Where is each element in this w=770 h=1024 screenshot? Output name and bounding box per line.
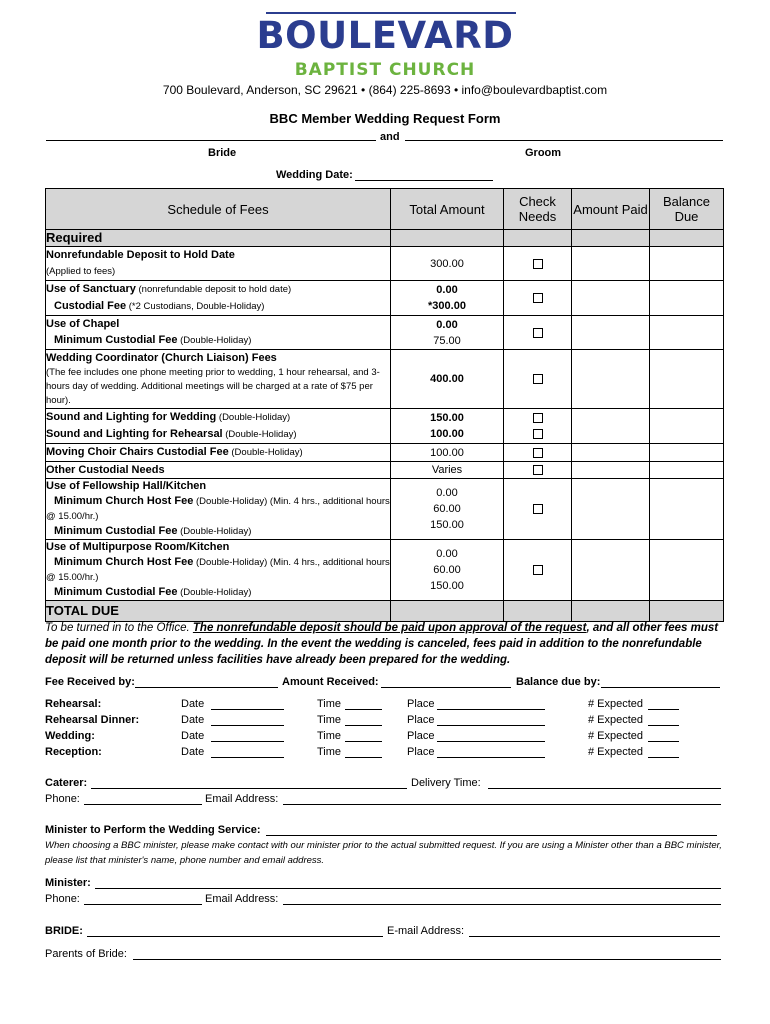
sanctuary-amount: 0.00 xyxy=(436,284,458,296)
choir-balance[interactable] xyxy=(650,444,724,462)
event-place-field[interactable] xyxy=(437,709,545,710)
deposit-sub: (Applied to fees) xyxy=(46,266,116,277)
event-place-label: Place xyxy=(407,746,435,758)
fees-table xyxy=(45,188,724,622)
header-paid: Amount Paid xyxy=(572,189,650,230)
header-schedule: Schedule of Fees xyxy=(46,189,391,230)
chapel-paid[interactable] xyxy=(572,316,650,350)
choir-sub: (Double-Holiday) xyxy=(228,447,303,458)
table-row xyxy=(46,409,724,444)
event-label: Wedding: xyxy=(45,730,95,742)
hall-host-title: Minimum Church Host Fee xyxy=(54,495,194,507)
parents-label: Parents of Bride: xyxy=(45,948,127,960)
choir-amount: 100.00 xyxy=(391,444,504,462)
sound-title: Sound and Lighting for Wedding xyxy=(46,411,217,423)
groom-label: Groom xyxy=(525,147,562,159)
table-row xyxy=(46,444,724,462)
fee-received-field[interactable] xyxy=(135,687,278,688)
header-total: Total Amount xyxy=(391,189,504,230)
custodial-sub: (*2 Custodians, Double-Holiday) xyxy=(126,301,265,312)
bride-label: Bride xyxy=(208,147,237,159)
table-header-row xyxy=(46,189,724,230)
total-label: TOTAL DUE xyxy=(46,601,391,622)
event-expected-label: # Expected xyxy=(588,746,644,758)
sound-reh-checkbox[interactable] xyxy=(533,429,543,439)
hall-checkbox[interactable] xyxy=(533,504,543,514)
chapel-title: Use of Chapel xyxy=(46,318,120,330)
fee-received-label: Fee Received by: xyxy=(45,676,135,688)
coord-balance[interactable] xyxy=(650,350,724,409)
event-place-field[interactable] xyxy=(437,741,545,742)
balance-due-field[interactable] xyxy=(601,687,720,688)
hall-host-sub: (Double-Holiday) (Min. 4 hrs., additional hours @ 15.00/hr.) xyxy=(46,496,390,522)
table-row xyxy=(46,540,724,601)
sanctuary-title: Use of Sanctuary xyxy=(46,283,136,295)
minister-instructions: When choosing a BBC minister, please make contact with our minister prior to the actual submitted request. If you are using a Minister other than a BBC minister, please list that minister's name, phone number and email address. xyxy=(45,840,722,866)
minister-email-label: Email Address: xyxy=(205,893,279,905)
multi-host-sub: (Double-Holiday) (Min. 4 hrs., additional hours @ 15.00/hr.) xyxy=(46,557,390,583)
coord-amount: 400.00 xyxy=(391,350,504,409)
multi-host-title: Minimum Church Host Fee xyxy=(54,556,194,568)
total-amount[interactable] xyxy=(391,601,504,622)
event-expected-field[interactable] xyxy=(648,757,679,758)
other-checkbox[interactable] xyxy=(533,465,543,475)
wedding-date-field[interactable] xyxy=(355,180,493,181)
bride-name-field[interactable] xyxy=(87,936,383,937)
hall-title: Use of Fellowship Hall/Kitchen xyxy=(46,480,207,492)
and-label: and xyxy=(380,131,400,143)
event-date-label: Date xyxy=(181,746,205,758)
sound-reh-amount: 100.00 xyxy=(430,428,464,440)
bride-label-2: BRIDE: xyxy=(45,925,83,937)
event-time-field[interactable] xyxy=(345,709,382,710)
deposit-amount: 300.00 xyxy=(391,247,504,281)
submission-note xyxy=(45,620,725,668)
other-paid[interactable] xyxy=(572,462,650,479)
sound-reh-sub: (Double-Holiday) xyxy=(222,429,297,440)
total-row xyxy=(46,601,724,622)
event-expected-label: # Expected xyxy=(588,730,644,742)
church-logo-title: BOULEVARD xyxy=(256,14,514,57)
hall-amount-1: 0.00 xyxy=(436,487,458,499)
multi-paid[interactable] xyxy=(572,540,650,601)
minister-perform-field[interactable] xyxy=(266,835,717,836)
header-check: Check Needs xyxy=(504,189,572,230)
required-row xyxy=(46,230,724,247)
caterer-phone-label: Phone: xyxy=(45,793,80,805)
event-expected-label: # Expected xyxy=(588,714,644,726)
hall-amount-3: 150.00 xyxy=(430,519,464,531)
hall-amount-2: 60.00 xyxy=(433,503,461,515)
table-row xyxy=(46,350,724,409)
hall-balance[interactable] xyxy=(650,479,724,540)
bride-email-field[interactable] xyxy=(469,936,720,937)
event-time-field[interactable] xyxy=(345,757,382,758)
deposit-title: Nonrefundable Deposit to Hold Date xyxy=(46,249,235,261)
caterer-phone-field[interactable] xyxy=(84,804,202,805)
multi-title: Use of Multipurpose Room/Kitchen xyxy=(46,541,230,553)
hall-min-title: Minimum Custodial Fee xyxy=(54,525,178,537)
coord-sub: (The fee includes one phone meeting prior to wedding, 1 hour rehearsal, and 3-hours day of wedding. Additional meetings will be charged at a rate of $75 per hour). xyxy=(46,367,380,406)
bride-name-line[interactable] xyxy=(46,140,376,141)
sound-checkbox[interactable] xyxy=(533,413,543,423)
sound-paid[interactable] xyxy=(572,409,650,444)
event-expected-field[interactable] xyxy=(648,741,679,742)
event-date-field[interactable] xyxy=(211,757,284,758)
sound-balance[interactable] xyxy=(650,409,724,444)
total-paid[interactable] xyxy=(572,601,650,622)
delivery-field[interactable] xyxy=(488,788,721,789)
multi-min-title: Minimum Custodial Fee xyxy=(54,586,178,598)
coord-checkbox[interactable] xyxy=(533,374,543,384)
event-place-label: Place xyxy=(407,730,435,742)
event-label: Rehearsal Dinner: xyxy=(45,714,140,726)
event-expected-label: # Expected xyxy=(588,698,644,710)
table-row xyxy=(46,479,724,540)
deposit-paid[interactable] xyxy=(572,247,650,281)
sanctuary-balance[interactable] xyxy=(650,281,724,316)
choir-checkbox[interactable] xyxy=(533,448,543,458)
custodial-title: Custodial Fee xyxy=(54,300,127,312)
amount-received-field[interactable] xyxy=(381,687,511,688)
choir-title: Moving Choir Chairs Custodial Fee xyxy=(46,446,229,458)
sound-reh-title: Sound and Lighting for Rehearsal xyxy=(46,428,223,440)
multi-balance[interactable] xyxy=(650,540,724,601)
event-place-field[interactable] xyxy=(437,725,545,726)
minister-phone-field[interactable] xyxy=(84,904,202,905)
multi-amount-3: 150.00 xyxy=(430,580,464,592)
deposit-balance[interactable] xyxy=(650,247,724,281)
groom-name-line[interactable] xyxy=(405,140,723,141)
other-balance[interactable] xyxy=(650,462,724,479)
chapel-amount: 0.00 xyxy=(436,318,458,331)
delivery-label: Delivery Time: xyxy=(411,777,481,789)
caterer-field[interactable] xyxy=(91,788,407,789)
minister-label: Minister: xyxy=(45,877,91,889)
sanctuary-sub: (nonrefundable deposit to hold date) xyxy=(135,284,292,295)
event-date-field[interactable] xyxy=(211,741,284,742)
wedding-date-label: Wedding Date: xyxy=(276,169,353,181)
chapel-min-amount: 75.00 xyxy=(433,334,461,347)
event-place-field[interactable] xyxy=(437,757,545,758)
church-logo-subtitle: BAPTIST CHURCH xyxy=(294,60,476,80)
sanctuary-checkbox[interactable] xyxy=(533,293,543,303)
sound-amount: 150.00 xyxy=(430,412,464,424)
event-time-label: Time xyxy=(317,746,342,758)
choir-paid[interactable] xyxy=(572,444,650,462)
caterer-email-label: Email Address: xyxy=(205,793,279,805)
minister-field[interactable] xyxy=(95,888,721,889)
event-expected-field[interactable] xyxy=(648,709,679,710)
bride-email-label: E-mail Address: xyxy=(387,925,465,937)
event-date-label: Date xyxy=(181,698,205,710)
event-label: Reception: xyxy=(45,746,102,758)
note-underlined: The nonrefundable deposit should be paid upon approval of the request xyxy=(192,622,587,634)
minister-perform-label: Minister to Perform the Wedding Service: xyxy=(45,824,261,836)
event-expected-field[interactable] xyxy=(648,725,679,726)
caterer-label: Caterer: xyxy=(45,777,88,789)
other-title: Other Custodial Needs xyxy=(46,464,165,476)
coord-title: Wedding Coordinator (Church Liaison) Fees xyxy=(46,352,277,364)
event-place-label: Place xyxy=(407,714,435,726)
sound-sub: (Double-Holiday) xyxy=(216,412,291,423)
header-balance: Balance Due xyxy=(650,189,724,230)
chapel-checkbox[interactable] xyxy=(533,328,543,338)
total-balance[interactable] xyxy=(650,601,724,622)
chapel-min-sub: (Double-Holiday) xyxy=(177,335,252,346)
church-address: 700 Boulevard, Anderson, SC 29621 • (864) 225-8693 • info@boulevardbaptist.com xyxy=(162,83,608,97)
note-lead: To be turned in to the Office. xyxy=(45,622,193,634)
multi-checkbox[interactable] xyxy=(533,565,543,575)
event-date-field[interactable] xyxy=(211,709,284,710)
minister-phone-label: Phone: xyxy=(45,893,80,905)
note-rest: , and all other fees must be paid one month prior to the wedding. In the event the wedding is canceled, fees paid in addition to the nonrefundable deposit will be returned unless facilities have already been prepared for the wedding. xyxy=(45,622,719,666)
event-date-field[interactable] xyxy=(211,725,284,726)
event-time-field[interactable] xyxy=(345,725,382,726)
coord-paid[interactable] xyxy=(572,350,650,409)
required-label: Required xyxy=(46,230,391,247)
table-row xyxy=(46,281,724,316)
minister-email-field[interactable] xyxy=(283,904,721,905)
hall-min-sub: (Double-Holiday) xyxy=(177,526,252,537)
event-date-label: Date xyxy=(181,730,205,742)
multi-min-sub: (Double-Holiday) xyxy=(177,587,252,598)
multi-amount-2: 60.00 xyxy=(433,564,461,576)
chapel-balance[interactable] xyxy=(650,316,724,350)
event-time-label: Time xyxy=(317,714,342,726)
table-row xyxy=(46,316,724,350)
other-amount: Varies xyxy=(391,462,504,479)
balance-due-label: Balance due by: xyxy=(516,676,601,688)
hall-paid[interactable] xyxy=(572,479,650,540)
form-title: BBC Member Wedding Request Form xyxy=(269,111,501,126)
event-place-label: Place xyxy=(407,698,435,710)
event-time-label: Time xyxy=(317,698,342,710)
table-row xyxy=(46,247,724,281)
multi-amount-1: 0.00 xyxy=(436,548,458,560)
event-time-label: Time xyxy=(317,730,342,742)
event-time-field[interactable] xyxy=(345,741,382,742)
custodial-amount: *300.00 xyxy=(428,300,466,312)
event-label: Rehearsal: xyxy=(45,698,102,710)
table-row xyxy=(46,462,724,479)
sanctuary-paid[interactable] xyxy=(572,281,650,316)
amount-received-label: Amount Received: xyxy=(282,676,379,688)
event-date-label: Date xyxy=(181,714,205,726)
parents-field[interactable] xyxy=(133,959,721,960)
chapel-min-title: Minimum Custodial Fee xyxy=(54,334,178,346)
deposit-checkbox[interactable] xyxy=(533,259,543,269)
caterer-email-field[interactable] xyxy=(283,804,721,805)
